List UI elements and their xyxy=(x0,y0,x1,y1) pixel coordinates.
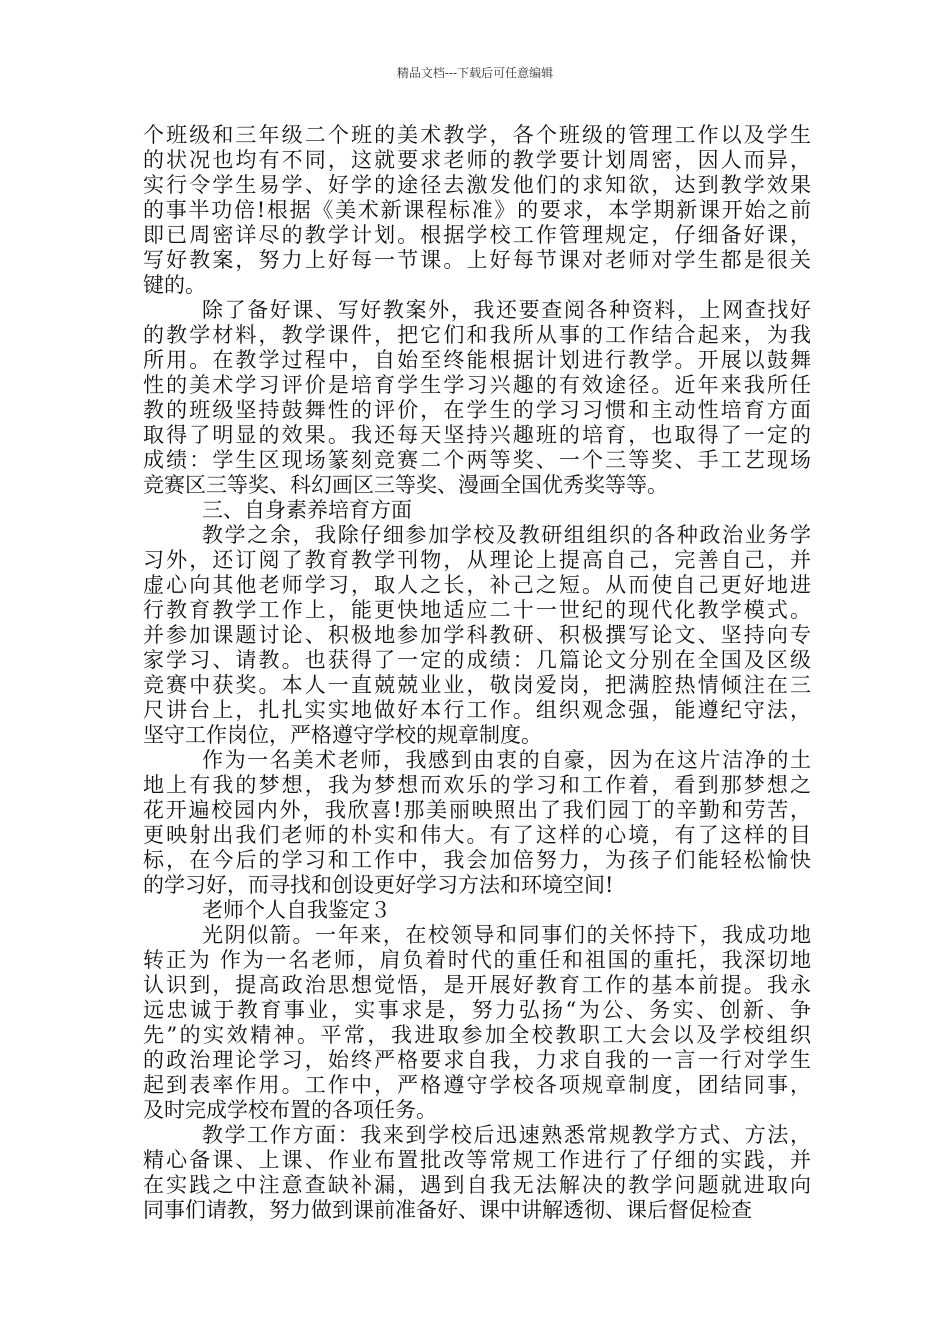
text-line: 所用。在教学过程中，自始至终能根据计划进行教学。开展以鼓舞 xyxy=(143,348,811,372)
text-line: 同事们请教，努力做到课前准备好、课中讲解透彻、课后督促检查 xyxy=(143,1198,752,1222)
paragraph xyxy=(143,498,811,523)
text-line: 个班级和三年级二个班的美术教学，各个班级的管理工作以及学生 xyxy=(143,123,811,147)
text-line: 精心备课、上课、作业布置批改等常规工作进行了仔细的实践，并 xyxy=(143,1148,811,1172)
document-body xyxy=(143,123,811,1223)
text-line: 即已周密详尽的教学计划。根据学校工作管理规定，仔细备好课， xyxy=(143,223,811,247)
text-line: 的政治理论学习，始终严格要求自我，力求自我的一言一行对学生 xyxy=(143,1048,811,1072)
text-line: 尺讲台上，扎扎实实地做好本行工作。组织观念强，能遵纪守法， xyxy=(143,698,811,722)
text-line: 并参加课题讨论、积极地参加学科教研、积极撰写论文、坚持向专 xyxy=(143,623,811,647)
text-line: 虚心向其他老师学习，取人之长，补己之短。从而使自己更好地进 xyxy=(143,573,811,597)
text-line: 远忠诚于教育事业，实事求是，努力弘扬“为公、务实、创新、争 xyxy=(143,998,811,1022)
text-line: 键的。 xyxy=(143,273,206,297)
text-line: 先”的实效精神。平常，我进取参加全校教职工大会以及学校组织 xyxy=(143,1023,811,1047)
text-line: 地上有我的梦想，我为梦想而欢乐的学习和工作着，看到那梦想之 xyxy=(143,773,811,797)
text-line: 家学习、请教。也获得了一定的成绩：几篇论文分别在全国及区级 xyxy=(143,648,811,672)
text-line: 在实践之中注意查缺补漏，遇到自我无法解决的教学问题就进取向 xyxy=(143,1173,811,1197)
text-line: 三、自身素养培育方面 xyxy=(202,498,412,522)
paragraph xyxy=(143,898,811,923)
text-line: 坚守工作岗位，严格遵守学校的规章制度。 xyxy=(143,723,542,747)
text-line: 标，在今后的学习和工作中，我会加倍努力，为孩子们能轻松愉快 xyxy=(143,848,811,872)
text-line: 光阴似箭。一年来，在校领导和同事们的关怀持下，我成功地 xyxy=(202,923,811,947)
text-line: 习外，还订阅了教育教学刊物，从理论上提高自己，完善自己，并 xyxy=(143,548,811,572)
paragraph xyxy=(143,123,811,298)
text-line: 的学习好，而寻找和创设更好学习方法和环境空间! xyxy=(143,873,614,897)
text-line: 成绩：学生区现场篆刻竞赛二个两等奖、一个三等奖、手工艺现场 xyxy=(143,448,811,472)
text-line: 教学之余，我除仔细参加学校及教研组组织的各种政治业务学 xyxy=(202,523,811,547)
text-line: 实行令学生易学、好学的途径去激发他们的求知欲，达到教学效果 xyxy=(143,173,811,197)
paragraph xyxy=(143,298,811,498)
text-line: 竞赛区三等奖、科幻画区三等奖、漫画全国优秀奖等等。 xyxy=(143,473,668,497)
paragraph xyxy=(143,523,811,748)
text-line: 取得了明显的效果。我还每天坚持兴趣班的培育，也取得了一定的 xyxy=(143,423,811,447)
paragraph xyxy=(143,748,811,898)
text-line: 性的美术学习评价是培育学生学习兴趣的有效途径。近年来我所任 xyxy=(143,373,811,397)
text-line: 教学工作方面：我来到学校后迅速熟悉常规教学方式、方法， xyxy=(202,1123,811,1147)
text-line: 竞赛中获奖。本人一直兢兢业业，敬岗爱岗，把满腔热情倾注在三 xyxy=(143,673,811,697)
text-line: 更映射出我们老师的朴实和伟大。有了这样的心境，有了这样的目 xyxy=(143,823,811,847)
text-line: 的事半功倍!根据《美术新课程标准》的要求，本学期新课开始之前 xyxy=(143,198,811,222)
text-line: 写好教案，努力上好每一节课。上好每节课对老师对学生都是很关 xyxy=(143,248,811,272)
text-line: 花开遍校园内外，我欣喜!那美丽映照出了我们园丁的辛勤和劳苦， xyxy=(143,798,811,822)
text-line: 的教学材料，教学课件，把它们和我所从事的工作结合起来，为我 xyxy=(143,323,811,347)
text-line: 除了备好课、写好教案外，我还要查阅各种资料，上网查找好 xyxy=(202,298,811,322)
text-line: 的状况也均有不同，这就要求老师的教学要计划周密，因人而异， xyxy=(143,148,811,172)
text-line: 认识到，提高政治思想觉悟，是开展好教育工作的基本前提。我永 xyxy=(143,973,811,997)
text-line: 作为一名美术老师，我感到由衷的自豪，因为在这片洁净的土 xyxy=(202,748,811,772)
text-line: 转正为 作为一名老师，肩负着时代的重任和祖国的重托，我深切地 xyxy=(143,948,811,972)
text-line: 老师个人自我鉴定３ xyxy=(202,898,391,922)
text-line: 行教育教学工作上，能更快地适应二十一世纪的现代化教学模式。 xyxy=(143,598,811,622)
paragraph xyxy=(143,1123,811,1223)
text-line: 及时完成学校布置的各项任务。 xyxy=(143,1098,437,1122)
text-line: 教的班级坚持鼓舞性的评价，在学生的学习习惯和主动性培育方面 xyxy=(143,398,811,422)
paragraph xyxy=(143,923,811,1123)
page-header: 精品文档---下载后可任意编辑 xyxy=(396,66,554,80)
text-line: 起到表率作用。工作中，严格遵守学校各项规章制度，团结同事， xyxy=(143,1073,811,1097)
